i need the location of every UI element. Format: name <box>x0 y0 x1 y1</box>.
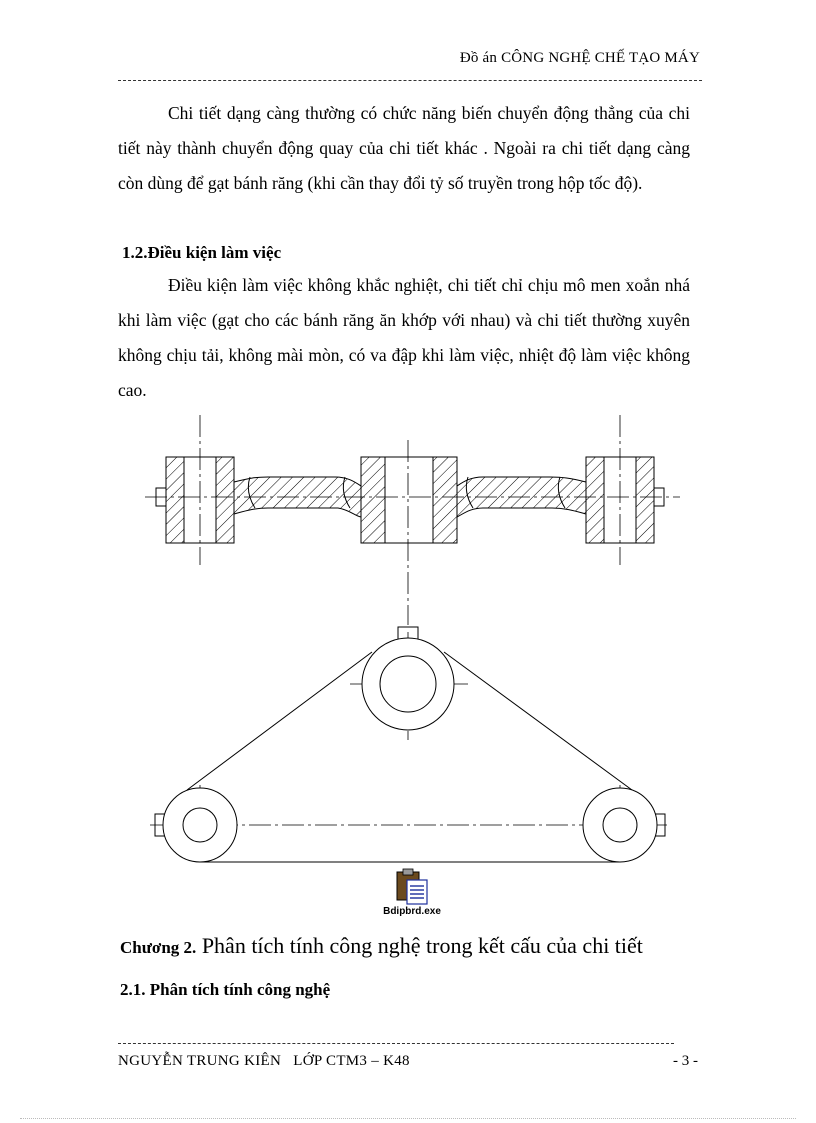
chapter-label: Chương 2. <box>120 938 197 957</box>
paragraph-working-conditions-text: Điều kiện làm việc không khắc nghiệt, chi tiết chỉ chịu mô men xoắn nhá khi làm việc (gạt cho các bánh răng ăn khớp với nhau) và chi tiết thường xuyên không chịu tải, không mài mòn, có va đập khi làm việc, nhiệt độ làm việc không cao. <box>118 275 690 400</box>
section-number: 1.2. <box>122 243 148 262</box>
section-title: Phân tích tính công nghệ <box>149 980 331 999</box>
section-heading-2-1 <box>120 980 330 1000</box>
section-number: 2.1. <box>120 980 146 999</box>
chapter-title: Phân tích tính công nghệ trong kết cấu của chi tiết <box>201 933 643 958</box>
plan-view <box>150 627 668 862</box>
footer-author: NGUYỄN TRUNG KIÊN LỚP CTM3 – K48 <box>118 1053 410 1069</box>
paragraph-intro-text: Chi tiết dạng càng thường có chức năng biến chuyển động thẳng của chi tiết này thành chuyển động quay của chi tiết khác . Ngoài ra chi tiết dạng càng còn dùng để gạt bánh răng (khi cần thay đổi tỷ số truyền trong hộp tốc độ). <box>118 103 690 193</box>
embedded-object-label[interactable]: Bdipbrd.exe <box>383 906 441 917</box>
header-title: Đồ án CÔNG NGHỆ CHẾ TẠO MÁY <box>459 50 700 66</box>
section-view <box>145 415 680 625</box>
page-number: - 3 - <box>673 1053 698 1069</box>
page-bottom-border <box>20 1118 796 1119</box>
footer-divider <box>118 1043 674 1044</box>
clipboard-icon <box>397 869 427 904</box>
chapter-heading <box>120 933 720 959</box>
section-title: Điều kiện làm việc <box>147 243 282 262</box>
